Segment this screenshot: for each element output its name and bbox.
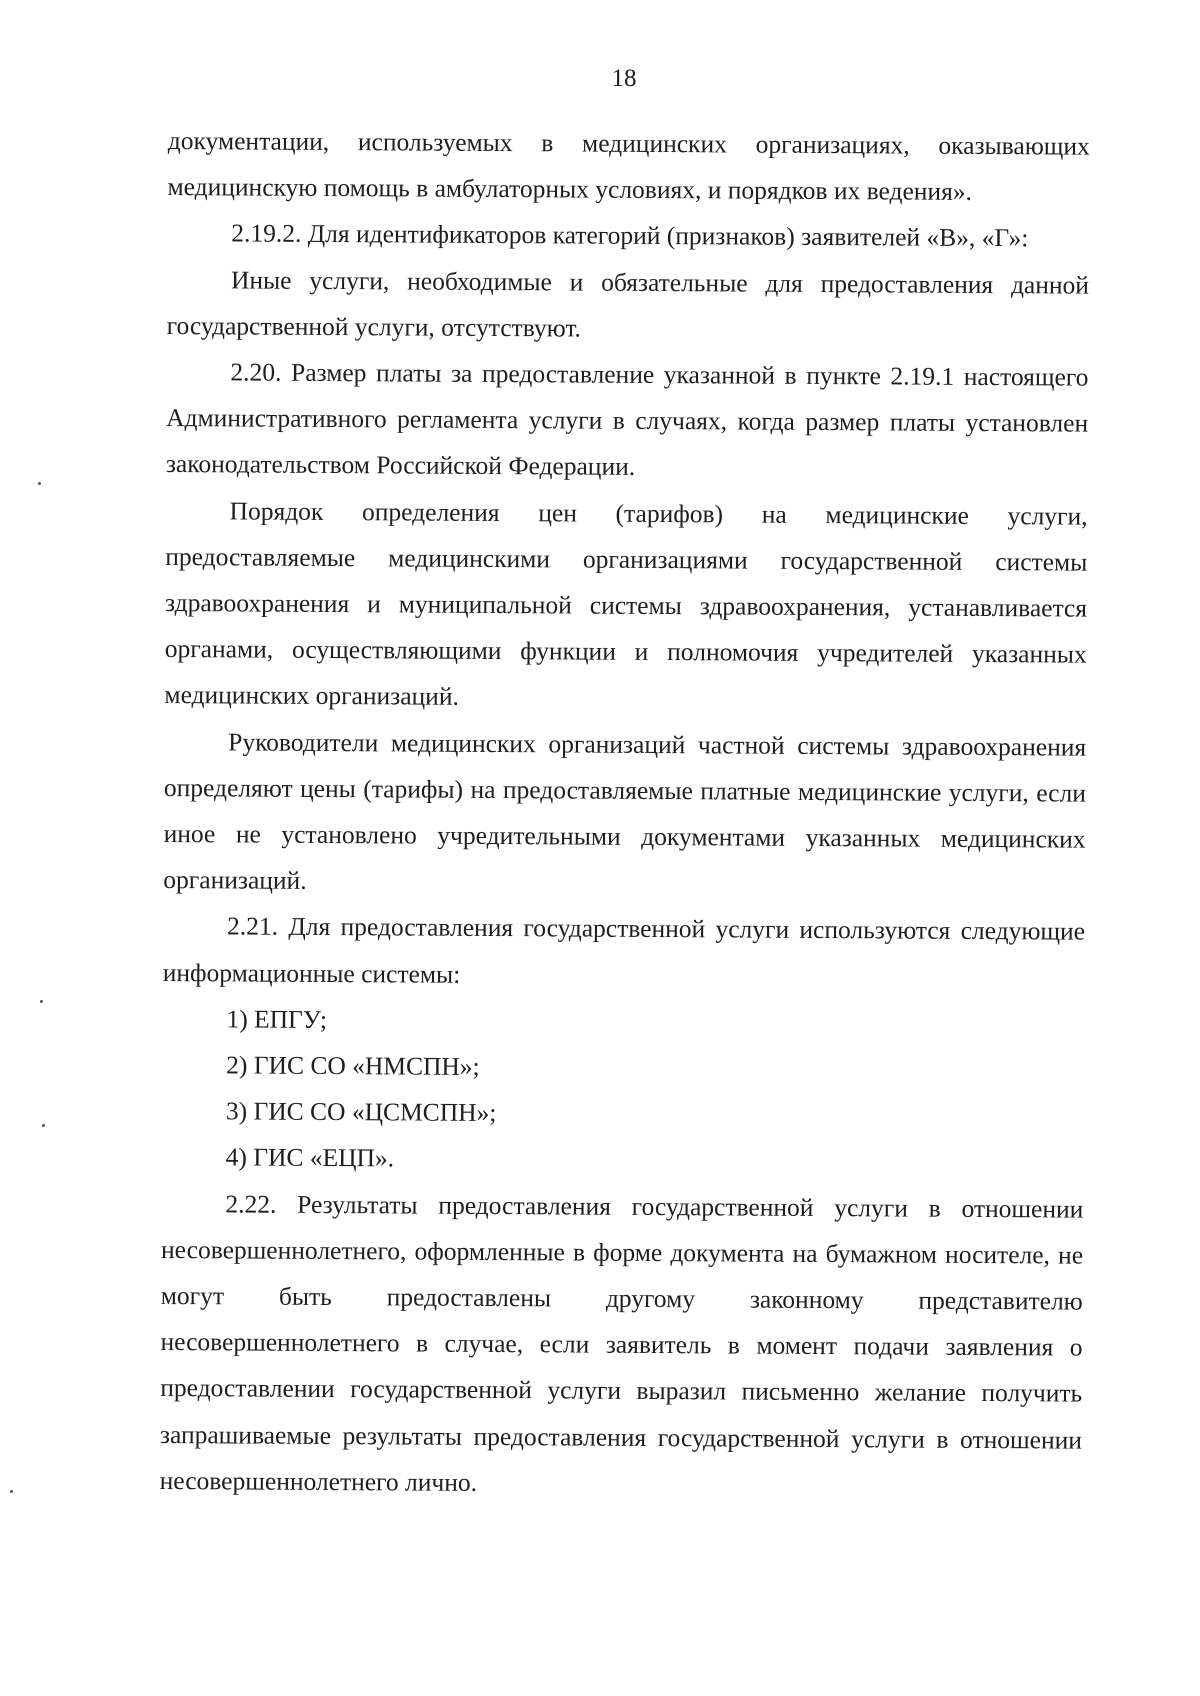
paragraph-other-services: Иные услуги, необходимые и обязательные для предоставления данной государственной услуги, отсутствуют. — [166, 264, 1090, 343]
list-item: 4) ГИС «ЕЦП». — [225, 1142, 395, 1173]
list-item: 2) ГИС СО «НМСПН»; — [226, 1050, 480, 1081]
paragraph-2-19-2: 2.19.2. Для идентификаторов категорий (признаков) заявителей «В», «Г»: — [231, 218, 1029, 253]
paragraph-2-21: 2.21. Для предоставления государственной услуги используются следующие информационные системы: — [162, 911, 1086, 989]
paragraph-continuation: документации, используемых в медицинских организациях, оказывающих медицинскую помощь в амбулаторных условиях, и порядков их ведения». — [167, 125, 1090, 207]
scan-speck — [42, 1124, 45, 1127]
scan-speck — [38, 482, 41, 485]
scan-speck — [10, 1490, 13, 1493]
list-item: 1) ЕПГУ; — [226, 1004, 328, 1034]
list-item: 3) ГИС СО «ЦСМСПН»; — [225, 1096, 497, 1128]
scan-speck — [40, 1000, 43, 1003]
paragraph-pricing-procedure: Порядок определения цен (тарифов) на медицинские услуги, предоставляемые медицинскими организациями государственной системы здравоохранения и муниципальной системы здравоохранения, устанавливается органами, осуществляющими функции и полномочия учредителей указанных медицинских организаций. — [164, 496, 1088, 712]
paragraph-private-heads: Руководители медицинских организаций частной системы здравоохранения определяют цены (тарифы) на предоставляемые платные медицинские услуги, если иное не установлено учредительными документами указанных медицинских организаций. — [163, 727, 1087, 896]
document-body — [160, 118, 1090, 1510]
paragraph-2-20: 2.20. Размер платы за предоставление указанной в пункте 2.19.1 настоящего Административного регламента услуги в случаях, когда размер платы установлен законодательством Российской Федерации. — [165, 357, 1089, 482]
paragraph-2-22: 2.22. Результаты предоставления государственной услуги в отношении несовершеннолетнего, оформленные в форме документа на бумажном носителе, не могут быть предоставлены другому законному представителю несовершеннолетнего в случае, если заявитель в момент подачи заявления о предоставлении государственной услуги выразил письменно желание получить запрашиваемые результаты предоставления государственной услуги в отношении несовершеннолетнего лично. — [159, 1189, 1084, 1497]
page-number: 18 — [611, 65, 637, 92]
